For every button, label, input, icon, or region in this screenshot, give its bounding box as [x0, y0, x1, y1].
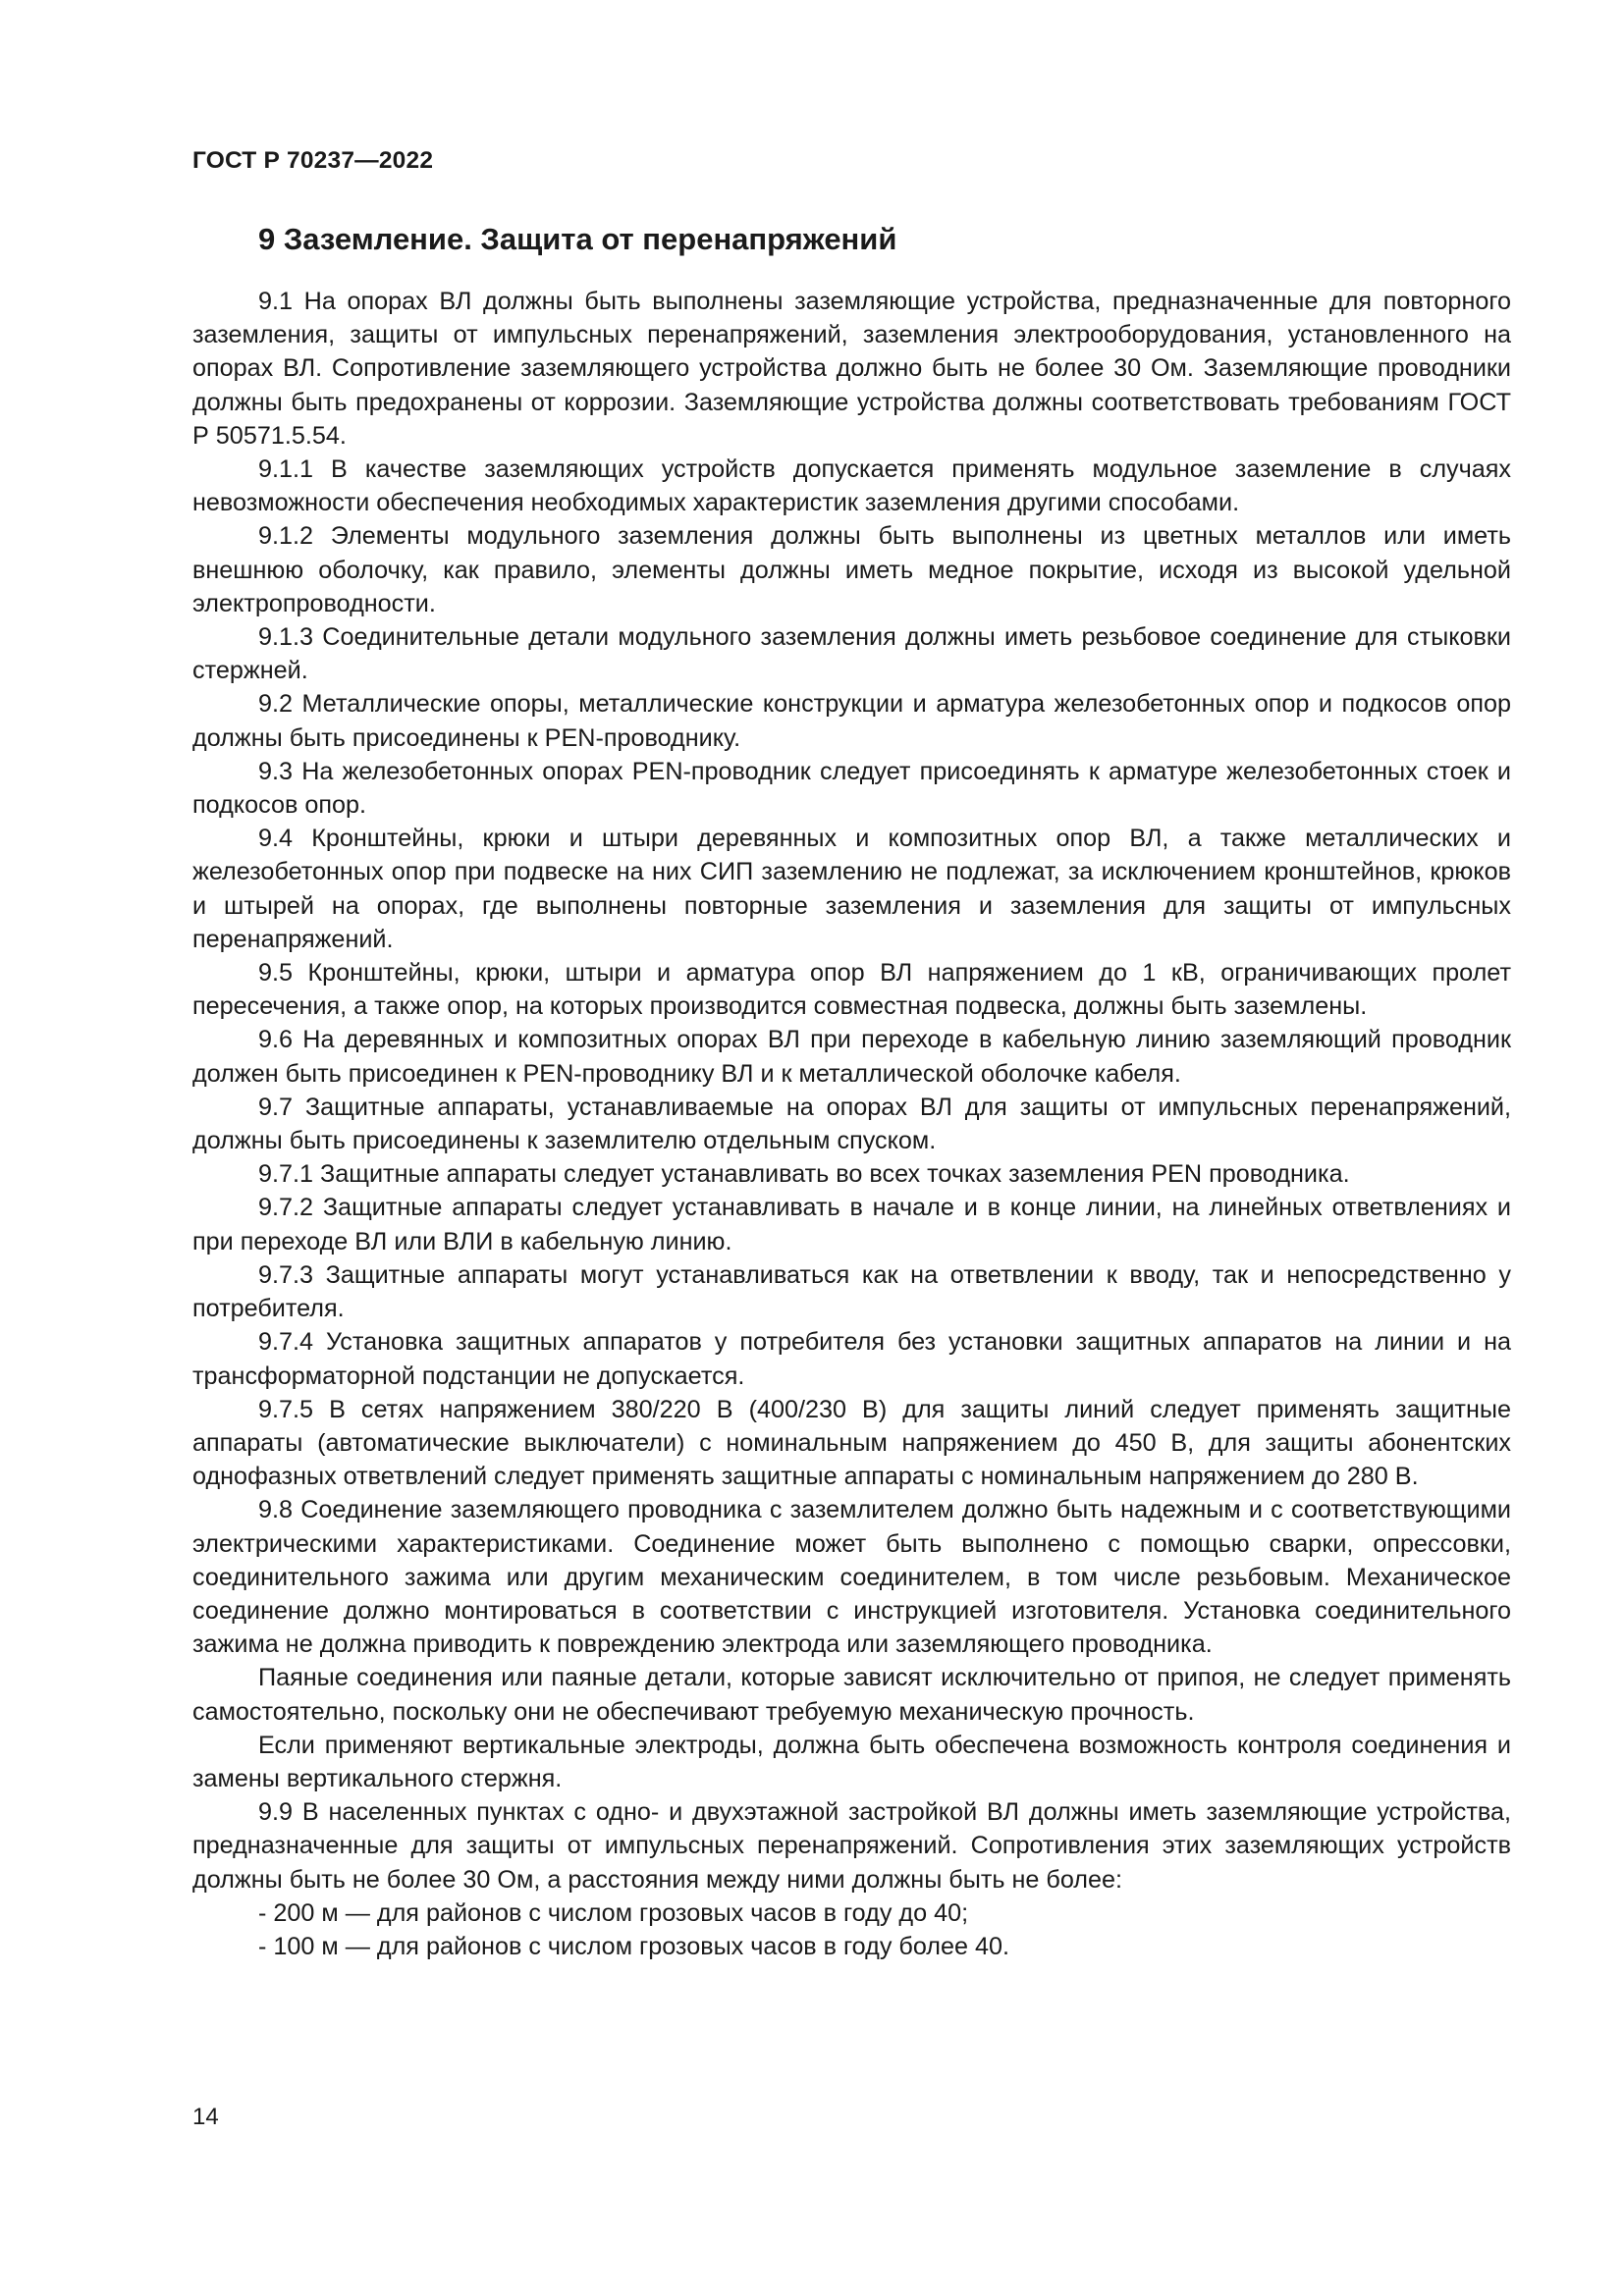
paragraph-9-5: 9.5 Кронштейны, крюки, штыри и арматура опор ВЛ напряжением до 1 кВ, ограничивающих пролет пересечения, а также опор, на которых производится совместная подвеска, должны быть заземлены. [192, 959, 1511, 1021]
paragraph-9-6: 9.6 На деревянных и композитных опорах ВЛ при переходе в кабельную линию заземляющий проводник должен быть присоединен к PEN-проводнику ВЛ и к металлической оболочке кабеля. [192, 1026, 1511, 1088]
body-text [192, 285, 1511, 1963]
section-title: 9 Заземление. Защита от перенапряжений [258, 222, 897, 256]
paragraph-9-7-2: 9.7.2 Защитные аппараты следует устанавливать в начале и в конце линии, на линейных ответвлениях и при переходе ВЛ или ВЛИ в кабельную линию. [192, 1194, 1511, 1255]
paragraph-9-4: 9.4 Кронштейны, крюки и штыри деревянных и композитных опор ВЛ, а также металлических и железобетонных опор при подвеске на них СИП заземлению не подлежат, за исключением кронштейнов, крюков и штырей на опорах, где выполнены повторные заземления и заземления для защиты от импульсных перенапряжений. [192, 825, 1511, 953]
paragraph-9-8: 9.8 Соединение заземляющего проводника с заземлителем должно быть надежным и с соответствующими электрическими характеристиками. Соединение может быть выполнено с помощью сварки, опрессовки, соединительного зажима или другим механическим соединителем, в том числе резьбовым. Механическое соединение должно монтироваться в соответствии с инструкцией изготовителя. Установка соединительного зажима не должна приводить к повреждению электрода или заземляющего проводника. [192, 1496, 1511, 1659]
paragraph-9-3: 9.3 На железобетонных опорах PEN-проводник следует присоединять к арматуре железобетонных стоек и подкосов опор. [192, 757, 1511, 820]
list-item: - 100 м — для районов с числом грозовых часов в году более 40. [258, 1932, 1010, 1960]
paragraph-9-7-3: 9.7.3 Защитные аппараты могут устанавливаться как на ответвлении к вводу, так и непосредственно у потребителя. [192, 1260, 1511, 1323]
paragraph-9-8-vertical-electrodes: Если применяют вертикальные электроды, должна быть обеспечена возможность контроля соединения и замены вертикального стержня. [192, 1731, 1511, 1792]
paragraph-9-8-soldering: Паяные соединения или паяные детали, которые зависят исключительно от припоя, не следует применять самостоятельно, поскольку они не обеспечивают требуемую механическую прочность. [192, 1664, 1511, 1726]
paragraph-9-1-2: 9.1.2 Элементы модульного заземления должны быть выполнены из цветных металлов или иметь внешнюю оболочку, как правило, элементы должны иметь медное покрытие, исходя из высокой удельной электропроводности. [192, 522, 1511, 617]
paragraph-9-1-3: 9.1.3 Соединительные детали модульного заземления должны иметь резьбовое соединение для стыковки стержней. [192, 623, 1511, 685]
paragraph-9-7-1: 9.7.1 Защитные аппараты следует устанавливать во всех точках заземления PEN проводника. [258, 1160, 1350, 1189]
paragraph-9-9: 9.9 В населенных пунктах с одно- и двухэтажной застройкой ВЛ должны иметь заземляющие устройства, предназначенные для защиты от импульсных перенапряжений. Сопротивления этих заземляющих устройств должны быть не более 30 Ом, а расстояния между ними должны быть не более: [192, 1798, 1511, 1894]
paragraph-9-7-5: 9.7.5 В сетях напряжением 380/220 В (400/230 В) для защиты линий следует применять защитные аппараты (автоматические выключатели) с номинальным напряжением до 450 В, для защиты абонентских однофазных ответвлений следует применять защитные аппараты с номинальным напряжением до 280 В. [192, 1395, 1511, 1491]
list-item: - 200 м — для районов с числом грозовых часов в году до 40; [258, 1898, 969, 1927]
paragraph-9-1-1: 9.1.1 В качестве заземляющих устройств допускается применять модульное заземление в случаях невозможности обеспечения необходимых характеристик заземления другими способами. [192, 455, 1511, 517]
paragraph-9-2: 9.2 Металлические опоры, металлические конструкции и арматура железобетонных опор и подкосов опор должны быть присоединены к PEN-проводнику. [192, 690, 1511, 752]
paragraph-9-7: 9.7 Защитные аппараты, устанавливаемые на опорах ВЛ для защиты от импульсных перенапряжений, должны быть присоединены к заземлителю отдельным спуском. [192, 1093, 1511, 1155]
page-number: 14 [192, 2104, 219, 2130]
paragraph-9-1: 9.1 На опорах ВЛ должны быть выполнены заземляющие устройства, предназначенные для повторного заземления, защиты от импульсных перенапряжений, заземления электрооборудования, установленного на опорах ВЛ. Сопротивление заземляющего устройства должно быть не более 30 Ом. Заземляющие проводники должны быть предохранены от коррозии. Заземляющие устройства должны соответствовать требованиям ГОСТ Р 50571.5.54. [192, 288, 1511, 450]
document-header: ГОСТ Р 70237—2022 [192, 147, 434, 174]
paragraph-9-7-4: 9.7.4 Установка защитных аппаратов у потребителя без установки защитных аппаратов на линии и на трансформаторной подстанции не допускается. [192, 1328, 1511, 1390]
